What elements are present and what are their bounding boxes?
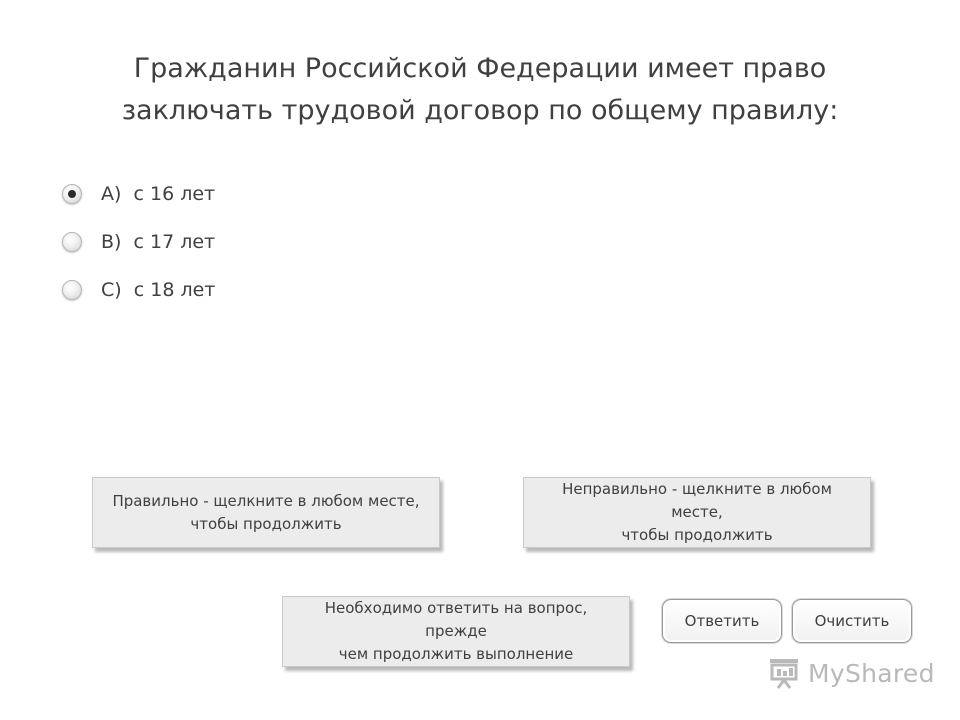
- question-line-2: заключать трудовой договор по общему правилу:: [121, 95, 839, 126]
- radio-button-icon[interactable]: [62, 280, 82, 300]
- submit-button[interactable]: Ответить: [662, 599, 782, 643]
- presentation-board-icon: [768, 657, 802, 689]
- option-b-label: B) с 17 лет: [101, 231, 216, 253]
- correct-feedback-line-1: Правильно - щелкните в любом месте,: [112, 491, 420, 510]
- myshared-logo: [768, 656, 935, 690]
- clear-button[interactable]: Очистить: [792, 599, 912, 643]
- question-line-1: Гражданин Российской Федерации имеет право: [133, 53, 827, 84]
- answer-options: [62, 170, 215, 314]
- option-a[interactable]: [62, 170, 215, 218]
- option-c-label: C) с 18 лет: [101, 279, 216, 301]
- radio-button-selected-icon[interactable]: [62, 184, 82, 204]
- correct-feedback-line-2: чтобы продолжить: [190, 514, 342, 533]
- option-b[interactable]: [62, 218, 215, 266]
- logo-text: MyShared: [808, 658, 935, 688]
- incorrect-feedback-line-1: Неправильно - щелкните в любом месте,: [562, 480, 832, 521]
- option-a-label: А) с 16 лет: [101, 183, 216, 205]
- radio-button-icon[interactable]: [62, 232, 82, 252]
- answer-required-line-2: чем продолжить выполнение: [338, 645, 574, 663]
- incorrect-feedback-line-2: чтобы продолжить: [621, 526, 773, 544]
- answer-required-box[interactable]: [282, 596, 630, 667]
- option-c[interactable]: [62, 266, 215, 314]
- incorrect-feedback-box[interactable]: [523, 477, 871, 548]
- question-text: [60, 48, 900, 132]
- answer-required-line-1: Необходимо ответить на вопрос, прежде: [324, 599, 588, 640]
- correct-feedback-box[interactable]: [92, 477, 440, 548]
